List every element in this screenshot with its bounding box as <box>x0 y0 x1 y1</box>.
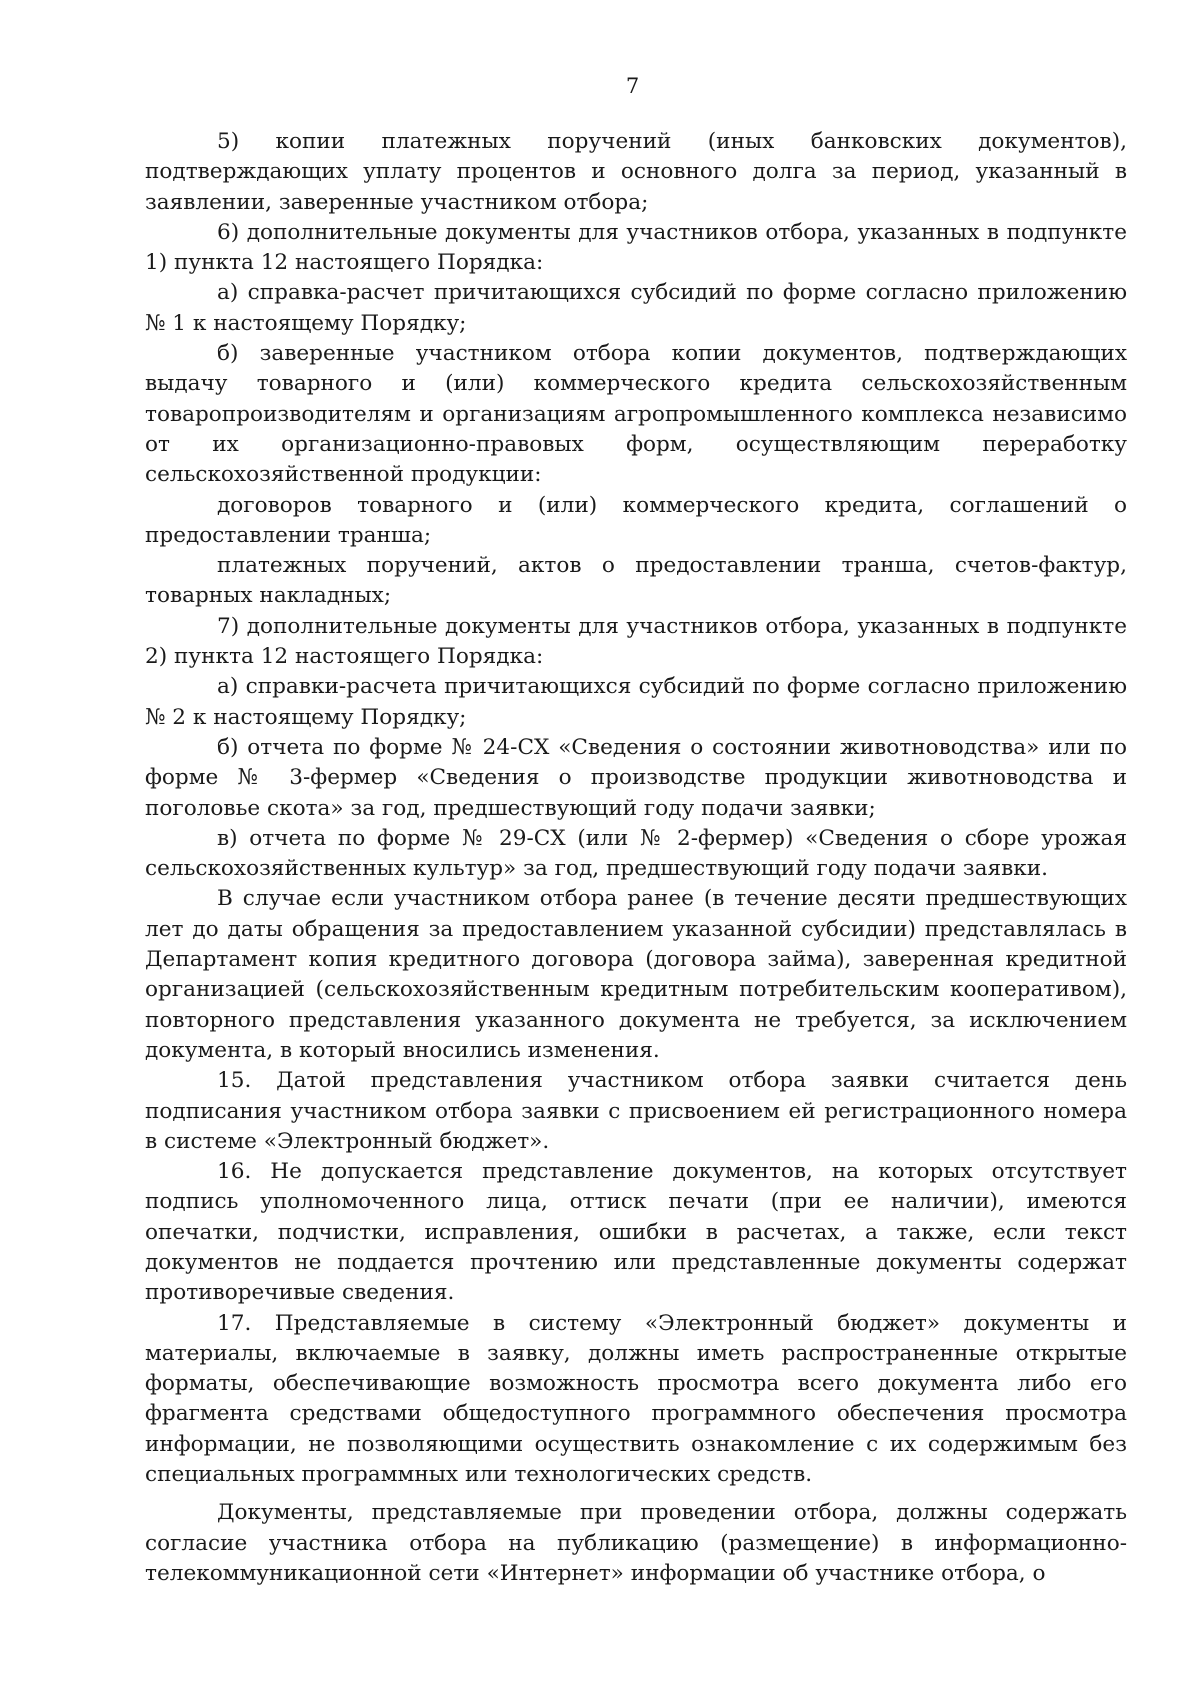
paragraph-item-6b-certified-copies: б) заверенные участником отбора копии документов, подтверждающих выдачу товарного и (или) коммерческого кредита сельскохозяйственным товаропроизводителям и организациям агропромышленного комплекса независимо от их организационно-правовых форм, осуществляющим переработку сельскохозяйственной продукции: <box>145 341 1127 488</box>
page-number: 7 <box>625 74 640 98</box>
paragraph-item-7c-harvest-report: в) отчета по форме № 29-СХ (или № 2-фермер) «Сведения о сборе урожая сельскохозяйственных культур» за год, предшествующий году подачи заявки. <box>145 825 1127 882</box>
paragraph-consent-publication: Документы, представляемые при проведении отбора, должны содержать согласие участника отбора на публикацию (размещение) в информационно-телекоммуникационной сети «Интернет» информации об участнике отбора, о <box>145 1500 1127 1586</box>
paragraph-item-6a-calculation: а) справка-расчет причитающихся субсидий по форме согласно приложению № 1 к настоящему Порядку; <box>145 280 1127 336</box>
paragraph-item-7b-livestock-report: б) отчета по форме № 24-СХ «Сведения о состоянии животноводства» или по форме № 3-фермер «Сведения о производстве продукции животноводства и поголовье скота» за год, предшествующий году подачи заявки; <box>145 734 1127 821</box>
document-body <box>145 127 1127 1589</box>
paragraph-item-7a-calculation: а) справки-расчета причитающихся субсидий по форме согласно приложению № 2 к настоящему Порядку; <box>145 674 1127 730</box>
paragraph-prior-submission: В случае если участником отбора ранее (в течение десяти предшествующих лет до даты обращения за предоставлением указанной субсидии) представлялась в Департамент копия кредитного договора (договора займа), заверенная кредитной организацией (сельскохозяйственным кредитным потребительским кооперативом), повторного представления указанного документа не требуется, за исключением документа, в который вносились изменения. <box>145 886 1127 1063</box>
paragraph-payment-invoices: платежных поручений, актов о предоставлении транша, счетов-фактур, товарных накладных; <box>145 553 1127 609</box>
paragraph-section-17: 17. Представляемые в систему «Электронный бюджет» документы и материалы, включаемые в заявку, должны иметь распространенные открытые форматы, обеспечивающие возможность просмотра всего документа либо его фрагмента средствами общедоступного программного обеспечения просмотра информации, не позволяющими осуществить ознакомление с их содержимым без специальных программных или технологических средств. <box>145 1310 1127 1488</box>
paragraph-section-16: 16. Не допускается представление документов, на которых отсутствует подпись уполномоченного лица, оттиск печати (при ее наличии), имеются опечатки, подчистки, исправления, ошибки в расчетах, а также, если текст документов не поддается прочтению или представленные документы содержат противоречивые сведения. <box>145 1159 1127 1306</box>
paragraph-item-5-payment-orders: 5) копии платежных поручений (иных банковских документов), подтверждающих уплату процентов и основного долга за период, указанный в заявлении, заверенные участником отбора; <box>145 129 1127 215</box>
paragraph-item-6-additional-docs: 6) дополнительные документы для участников отбора, указанных в подпункте 1) пункта 12 настоящего Порядка: <box>145 219 1127 276</box>
paragraph-section-15: 15. Датой представления участником отбора заявки считается день подписания участником отбора заявки с присвоением ей регистрационного номера в системе «Электронный бюджет». <box>145 1068 1127 1154</box>
paragraph-item-7-additional-docs: 7) дополнительные документы для участников отбора, указанных в подпункте 2) пункта 12 настоящего Порядка: <box>145 613 1127 670</box>
paragraph-credit-agreements: договоров товарного и (или) коммерческого кредита, соглашений о предоставлении транша; <box>145 492 1127 548</box>
